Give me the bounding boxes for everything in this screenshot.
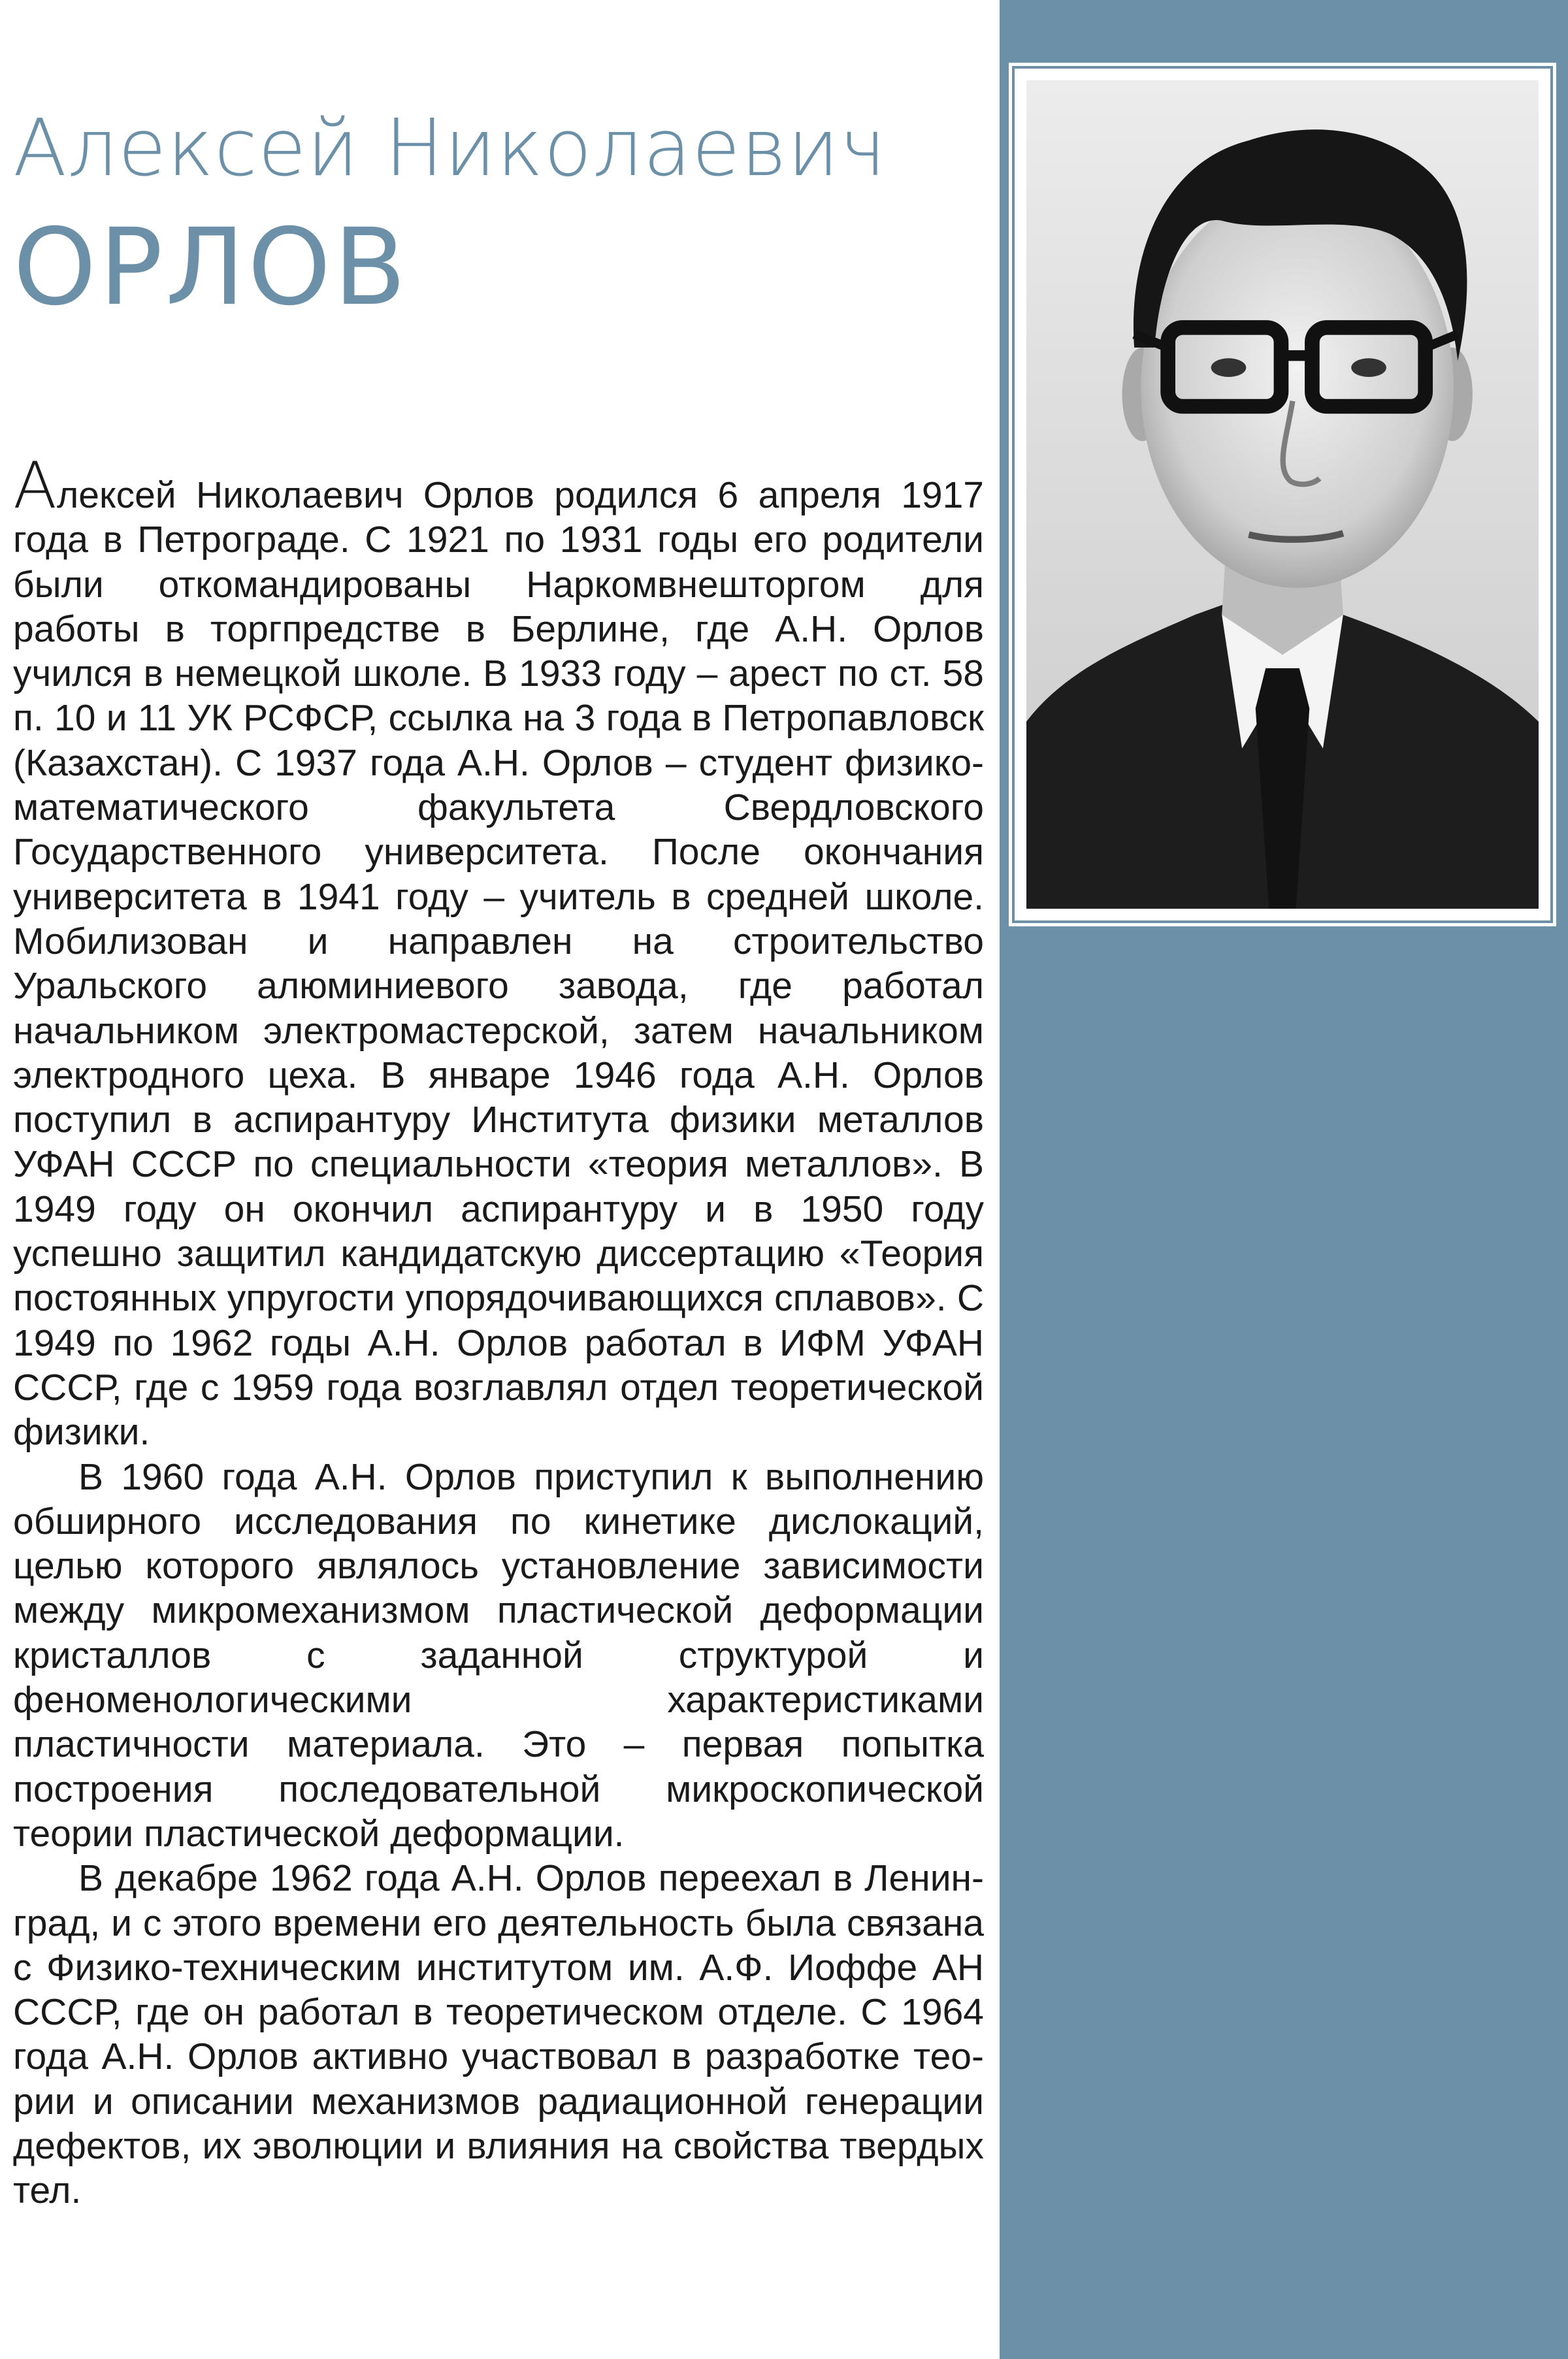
bio-paragraph-3: В декабре 1962 года А.Н. Орлов переехал в Ленинград, и с этого времени его деятельность была связана с Физико-техническим институтом им. А.Ф. Иоффе АН СССР, где он работал в теоретическом отделе. С 1964 года А.Н. Орлов активно участвовал в разработке теории и описании механизмов радиационной генерации дефектов, их эволюции и влияния на свойства твердых тел. <box>13 1857 984 2212</box>
bio-paragraph-1 <box>13 449 984 1455</box>
drop-cap-letter: А <box>13 449 57 523</box>
portrait-frame <box>1009 63 1556 926</box>
person-surname: ОРЛОВ <box>13 206 409 329</box>
bio-paragraph-2: В 1960 года А.Н. Орлов приступил к выполнению обширного исследования по кинетике дислокаций, целью которого являлось установление зависимости между микромеханизмом пластической деформации кристаллов с заданной структурой и феноменологическими характеристиками пластичности материала. Это – первая попытка построения последовательной микроскопической теории пластической деформации. <box>13 1456 984 1855</box>
biography-text <box>13 449 984 2213</box>
portrait-photo-icon <box>1026 80 1539 909</box>
bio-paragraph-1-text: лексей Николаевич Орлов родился 6 апреля 1917 года в Петрограде. С 1921 по 1931 годы его родители были откомандированы Наркомвнешторгом для работы в торгпредстве в Берлине, где А.Н. Орлов учился в немецкой школе. В 1933 году – арест по ст. 58 п. 10 и 11 УК РСФСР, ссылка на 3 года в Петропавловск (Казахстан). С 1937 года А.Н. Орлов – студент физико-математического факультета Свердловского Государственного университета. После окончания университета в 1941 году – учитель в средней школе. Мобилизован и направлен на строительство Уральского алюминиевого завода, где работал начальником электромастерской, затем начальником электродного цеха. В январе 1946 года А.Н. Орлов поступил в аспирантуру Института физики металлов УФАН СССР по специальности «теория металлов». В 1949 году он окончил аспирантуру и в 1950 году успешно защитил кандидатскую диссертацию «Теория постоянных упругости упорядочивающихся сплавов». С 1949 по 1962 годы А.Н. Орлов работал в ИФМ УФАН СССР, где с 1959 года возглавлял отдел теоретической физики. <box>13 474 984 1454</box>
person-first-names: Алексей Николаевич <box>13 103 887 194</box>
portrait-image <box>1026 80 1539 909</box>
